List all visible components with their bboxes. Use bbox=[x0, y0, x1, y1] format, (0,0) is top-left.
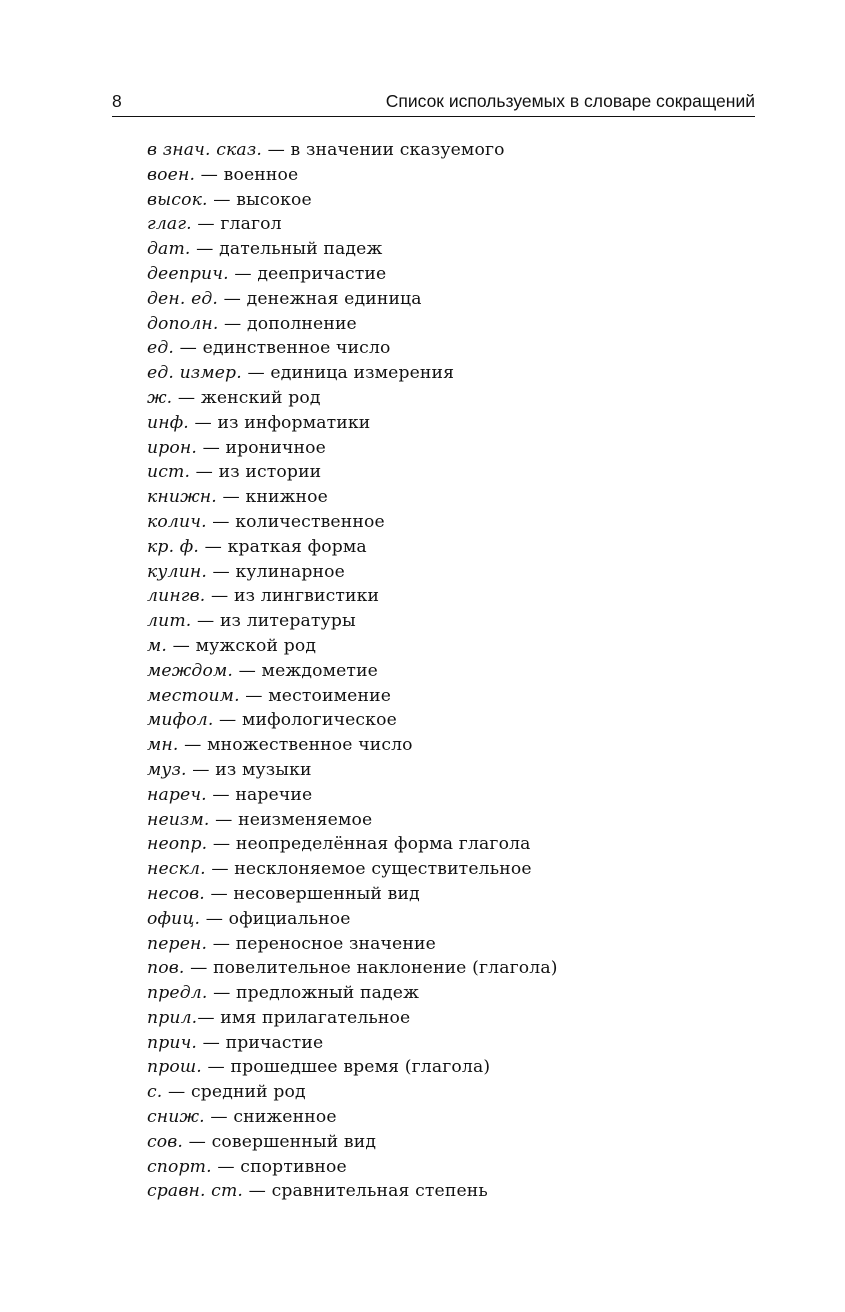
abbreviation-entry bbox=[147, 411, 558, 436]
abbreviation-term: сниж. bbox=[147, 1107, 205, 1128]
abbreviation-separator: — bbox=[199, 536, 228, 557]
abbreviation-entry bbox=[147, 436, 558, 461]
abbreviation-term: несов. bbox=[147, 883, 205, 904]
abbreviation-meaning: деепричастие bbox=[257, 263, 387, 284]
abbreviation-separator: — bbox=[190, 239, 220, 260]
abbreviation-meaning: единица измерения bbox=[270, 363, 455, 384]
abbreviation-entry bbox=[147, 485, 558, 510]
abbreviation-entry bbox=[147, 808, 558, 833]
abbreviation-term: дееприч. bbox=[147, 263, 229, 284]
abbreviation-separator: — bbox=[207, 933, 236, 954]
abbreviation-entry bbox=[147, 1031, 558, 1056]
abbreviation-entry bbox=[147, 163, 558, 188]
abbreviation-meaning: несклоняемое существительное bbox=[234, 859, 532, 880]
abbreviation-meaning: мифологическое bbox=[242, 710, 397, 731]
abbreviation-separator: — bbox=[206, 784, 236, 805]
abbreviation-meaning: количественное bbox=[235, 511, 385, 532]
abbreviation-separator: — bbox=[207, 983, 237, 1004]
abbreviation-separator: — bbox=[201, 1057, 231, 1078]
abbreviation-meaning: ироничное bbox=[225, 437, 326, 458]
abbreviation-entry bbox=[147, 212, 558, 237]
abbreviation-meaning: сниженное bbox=[233, 1107, 337, 1128]
abbreviation-entry bbox=[147, 138, 558, 163]
abbreviation-term: колич. bbox=[147, 511, 207, 532]
abbreviation-term: ед. bbox=[147, 338, 174, 359]
abbreviation-entry bbox=[147, 981, 558, 1006]
abbreviation-term: высок. bbox=[147, 189, 208, 210]
abbreviation-term: книжн. bbox=[147, 487, 217, 508]
abbreviation-meaning: глагол bbox=[220, 214, 282, 235]
abbreviation-meaning: из музыки bbox=[215, 759, 312, 780]
abbreviation-meaning: неизменяемое bbox=[238, 809, 373, 830]
abbreviation-entry bbox=[147, 684, 558, 709]
abbreviation-term: лит. bbox=[147, 611, 192, 632]
abbreviation-meaning: денежная единица bbox=[246, 288, 422, 309]
abbreviation-separator: — bbox=[167, 635, 196, 656]
abbreviation-term: ед. измер. bbox=[147, 363, 242, 384]
abbreviation-term: дополн. bbox=[147, 313, 219, 334]
abbreviation-term: мн. bbox=[147, 735, 179, 756]
abbreviation-term: муз. bbox=[147, 759, 187, 780]
abbreviation-separator: — bbox=[190, 462, 219, 483]
abbreviation-separator: — bbox=[204, 883, 234, 904]
abbreviation-entry bbox=[147, 708, 558, 733]
abbreviation-term: прич. bbox=[147, 1032, 198, 1053]
abbreviation-term: неопр. bbox=[147, 834, 208, 855]
abbreviation-term: глаг. bbox=[147, 214, 192, 235]
abbreviation-term: в знач. сказ. bbox=[147, 140, 262, 160]
abbreviation-meaning: в значении сказуемого bbox=[290, 140, 505, 160]
abbreviation-term: перен. bbox=[147, 933, 208, 954]
abbreviation-meaning: кулинарное bbox=[235, 561, 345, 582]
abbreviation-term: пов. bbox=[147, 958, 185, 979]
page-header bbox=[112, 88, 755, 117]
abbreviation-meaning: из информатики bbox=[217, 412, 371, 433]
abbreviation-separator: — bbox=[197, 1007, 221, 1028]
abbreviation-entry bbox=[147, 1105, 558, 1130]
abbreviation-term: сов. bbox=[147, 1131, 184, 1152]
abbreviation-entry bbox=[147, 609, 558, 634]
abbreviation-term: ж. bbox=[147, 387, 173, 408]
abbreviation-separator: — bbox=[191, 214, 221, 235]
abbreviation-meaning: неопределённая форма глагола bbox=[235, 834, 531, 855]
abbreviation-separator: — bbox=[196, 437, 226, 458]
abbreviation-term: неизм. bbox=[147, 809, 210, 830]
abbreviation-separator: — bbox=[197, 1032, 226, 1053]
abbreviation-entry bbox=[147, 1006, 558, 1031]
abbreviation-separator: — bbox=[186, 759, 216, 780]
abbreviation-entry bbox=[147, 1055, 558, 1080]
abbreviation-entry bbox=[147, 1155, 558, 1180]
abbreviation-entry bbox=[147, 361, 558, 386]
abbreviation-meaning: причастие bbox=[225, 1032, 324, 1053]
abbreviation-meaning: краткая форма bbox=[227, 536, 367, 557]
abbreviation-separator: — bbox=[228, 263, 258, 284]
abbreviation-separator: — bbox=[243, 1181, 272, 1202]
abbreviation-term: спорт. bbox=[147, 1156, 212, 1177]
abbreviation-meaning: дательный падеж bbox=[219, 239, 383, 260]
abbreviation-term: офиц. bbox=[147, 908, 201, 929]
abbreviation-entry bbox=[147, 1080, 558, 1105]
abbreviation-entry bbox=[147, 1130, 558, 1155]
abbreviation-term: нареч. bbox=[147, 784, 207, 805]
abbreviation-meaning: официальное bbox=[228, 908, 351, 929]
abbreviation-meaning: прошедшее время (глагола) bbox=[230, 1057, 491, 1078]
abbreviation-meaning: средний род bbox=[190, 1082, 306, 1103]
abbreviation-separator: — bbox=[195, 164, 224, 185]
abbreviation-separator: — bbox=[239, 685, 269, 706]
abbreviation-term: инф. bbox=[147, 412, 189, 433]
abbreviation-term: м. bbox=[147, 635, 168, 656]
abbreviation-term: мифол. bbox=[147, 710, 214, 731]
abbreviation-term: сравн. ст. bbox=[147, 1181, 244, 1202]
abbreviation-separator: — bbox=[216, 487, 246, 508]
abbreviation-entry bbox=[147, 287, 558, 312]
abbreviation-term: прил. bbox=[147, 1007, 198, 1028]
abbreviation-meaning: книжное bbox=[245, 487, 328, 508]
page-number: 8 bbox=[112, 91, 122, 111]
abbreviation-list bbox=[147, 138, 558, 1204]
abbreviation-separator: — bbox=[218, 288, 247, 309]
abbreviation-entry bbox=[147, 460, 558, 485]
abbreviation-entry bbox=[147, 634, 558, 659]
abbreviation-separator: — bbox=[183, 1131, 212, 1152]
abbreviation-separator: — bbox=[232, 660, 262, 681]
abbreviation-term: ирон. bbox=[147, 437, 197, 458]
abbreviation-entry bbox=[147, 510, 558, 535]
abbreviation-meaning: наречие bbox=[235, 784, 313, 805]
abbreviation-separator: — bbox=[213, 710, 243, 731]
abbreviation-term: дат. bbox=[147, 239, 191, 260]
abbreviation-meaning: множественное число bbox=[207, 735, 413, 756]
abbreviation-separator: — bbox=[162, 1082, 191, 1103]
abbreviation-meaning: междометие bbox=[261, 660, 379, 681]
abbreviation-separator: — bbox=[205, 586, 234, 607]
abbreviation-entry bbox=[147, 237, 558, 262]
abbreviation-term: лингв. bbox=[147, 586, 206, 607]
abbreviation-entry bbox=[147, 1179, 558, 1204]
abbreviation-meaning: переносное значение bbox=[235, 933, 436, 954]
abbreviation-separator: — bbox=[191, 611, 220, 632]
abbreviation-entry bbox=[147, 907, 558, 932]
abbreviation-term: прош. bbox=[147, 1057, 202, 1078]
abbreviation-term: междом. bbox=[147, 660, 233, 681]
abbreviation-separator: — bbox=[178, 735, 208, 756]
running-title: Список используемых в словаре сокращений bbox=[385, 91, 755, 111]
abbreviation-meaning: единственное число bbox=[202, 338, 391, 359]
abbreviation-entry bbox=[147, 584, 558, 609]
abbreviation-meaning: из литературы bbox=[219, 611, 356, 632]
abbreviation-meaning: из лингвистики bbox=[233, 586, 380, 607]
abbreviation-entry bbox=[147, 932, 558, 957]
abbreviation-meaning: повелительное наклонение (глагола) bbox=[213, 958, 558, 979]
abbreviation-term: кулин. bbox=[147, 561, 207, 582]
abbreviation-meaning: высокое bbox=[236, 189, 312, 210]
abbreviation-separator: — bbox=[207, 189, 237, 210]
abbreviation-term: ден. ед. bbox=[147, 288, 219, 309]
abbreviation-separator: — bbox=[204, 1107, 234, 1128]
abbreviation-separator: — bbox=[206, 511, 236, 532]
abbreviation-entry bbox=[147, 832, 558, 857]
abbreviation-meaning: из истории bbox=[218, 462, 322, 483]
abbreviation-separator: — bbox=[209, 809, 239, 830]
abbreviation-separator: — bbox=[188, 412, 218, 433]
abbreviation-separator: — bbox=[218, 313, 248, 334]
abbreviation-entry bbox=[147, 783, 558, 808]
abbreviation-term: нескл. bbox=[147, 859, 206, 880]
abbreviation-separator: — bbox=[205, 859, 235, 880]
abbreviation-meaning: предложный падеж bbox=[236, 983, 420, 1004]
abbreviation-term: предл. bbox=[147, 983, 208, 1004]
abbreviation-entry bbox=[147, 336, 558, 361]
abbreviation-meaning: имя прилагательное bbox=[220, 1007, 411, 1028]
abbreviation-entry bbox=[147, 188, 558, 213]
abbreviation-entry bbox=[147, 956, 558, 981]
abbreviation-meaning: женский род bbox=[200, 387, 321, 408]
abbreviation-separator: — bbox=[207, 834, 236, 855]
abbreviation-term: кр. ф. bbox=[147, 536, 200, 557]
abbreviation-term: местоим. bbox=[147, 685, 240, 706]
abbreviation-entry bbox=[147, 758, 558, 783]
abbreviation-entry bbox=[147, 386, 558, 411]
abbreviation-meaning: спортивное bbox=[240, 1156, 347, 1177]
abbreviation-meaning: сравнительная степень bbox=[271, 1181, 488, 1202]
abbreviation-entry bbox=[147, 312, 558, 337]
abbreviation-entry bbox=[147, 659, 558, 684]
abbreviation-entry bbox=[147, 857, 558, 882]
abbreviation-meaning: несовершенный вид bbox=[233, 883, 420, 904]
abbreviation-separator: — bbox=[241, 363, 271, 384]
abbreviation-separator: — bbox=[173, 338, 203, 359]
abbreviation-entry bbox=[147, 882, 558, 907]
abbreviation-entry bbox=[147, 535, 558, 560]
abbreviation-meaning: местоимение bbox=[268, 685, 392, 706]
abbreviation-term: ист. bbox=[147, 462, 191, 483]
abbreviation-term: с. bbox=[147, 1082, 163, 1103]
abbreviation-meaning: дополнение bbox=[247, 313, 357, 334]
abbreviation-meaning: военное bbox=[223, 164, 299, 185]
abbreviation-separator: — bbox=[206, 561, 236, 582]
abbreviation-separator: — bbox=[261, 140, 291, 160]
abbreviation-meaning: совершенный вид bbox=[211, 1131, 377, 1152]
abbreviation-separator: — bbox=[184, 958, 214, 979]
abbreviation-separator: — bbox=[211, 1156, 241, 1177]
abbreviation-entry bbox=[147, 560, 558, 585]
abbreviation-separator: — bbox=[172, 387, 201, 408]
abbreviation-entry bbox=[147, 262, 558, 287]
abbreviation-entry bbox=[147, 733, 558, 758]
abbreviation-term: воен. bbox=[147, 164, 196, 185]
abbreviation-separator: — bbox=[200, 908, 229, 929]
abbreviation-meaning: мужской род bbox=[195, 635, 317, 656]
